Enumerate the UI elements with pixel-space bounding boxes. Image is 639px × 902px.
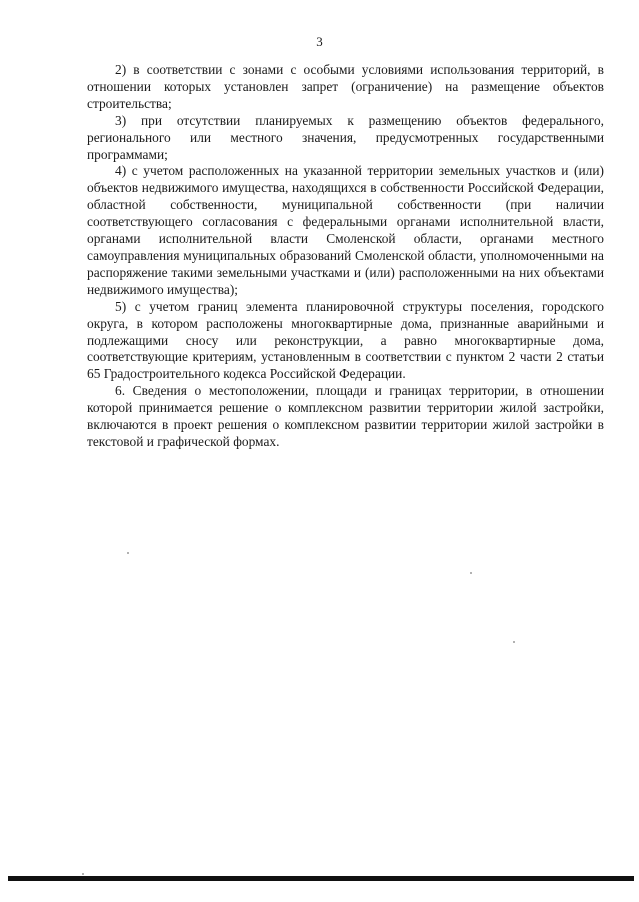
paragraph-section-6: 6. Сведения о местоположении, площади и границах территории, в отношении которой принимается решение о комплексном развитии территории жилой застройки, включаются в проект решения о комплексном развитии территории жилой застройки в текстовой и графической формах. [87,383,604,449]
scan-speck [470,572,472,574]
scan-speck [82,873,84,875]
scan-speck [513,641,515,643]
paragraph-item-3: 3) при отсутствии планируемых к размещению объектов федерального, регионального или местного значения, предусмотренных государственными программами; [87,112,604,162]
scan-speck [127,552,129,554]
bottom-rule [8,876,634,881]
paragraph-item-4: 4) с учетом расположенных на указанной территории земельных участков и (или) объектов недвижимого имущества, находящихся в собственности Российской Федерации, областной собственности, муниципальной собственности (при наличии соответствующего согласования с федеральными органами исполнительной власти, органами исполнительной власти Смоленской области, органами местного самоуправления муниципальных образований Смоленской области, уполномоченными на распоряжение такими земельными участками и (или) расположенными на них объектами недвижимого имущества); [87,163,604,297]
page-number: 3 [316,34,323,49]
paragraph-item-5: 5) с учетом границ элемента планировочной структуры поселения, городского округа, в котором расположены многоквартирные дома, признанные аварийными и подлежащими сносу или реконструкции, а равно многоквартирные дома, соответствующие критериям, установленным в соответствии с пунктом 2 части 2 статьи 65 Градостроительного кодекса Российской Федерации. [87,298,604,382]
paragraph-item-2: 2) в соответствии с зонами с особыми условиями использования территорий, в отношении которых установлен запрет (ограничение) на размещение объектов строительства; [87,62,604,111]
document-body [87,62,604,451]
